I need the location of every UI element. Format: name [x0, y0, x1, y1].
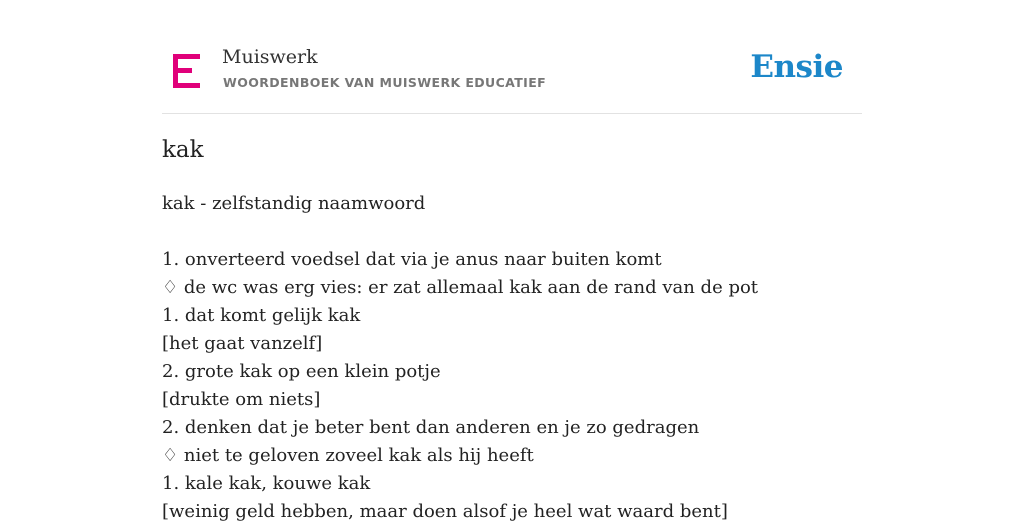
definition-line: 1. kale kak, kouwe kak: [162, 473, 371, 494]
entry-definition: [162, 190, 758, 526]
definition-line: 1. onverteerd voedsel dat via je anus naar buiten komt: [162, 249, 662, 270]
definition-line: ♢ niet te geloven zoveel kak als hij heeft: [162, 445, 534, 466]
definition-line: [drukte om niets]: [162, 389, 321, 410]
definition-line: [162, 218, 758, 246]
muiswerk-logo-icon[interactable]: [173, 54, 200, 88]
definition-line: 2. denken dat je beter bent dan anderen en je zo gedragen: [162, 417, 700, 438]
site-header: [162, 40, 862, 114]
definition-line: kak - zelfstandig naamwoord: [162, 193, 426, 214]
entry-title: kak: [162, 137, 204, 163]
definition-line: ♢ de wc was erg vies: er zat allemaal kak aan de rand van de pot: [162, 277, 759, 298]
brand-name[interactable]: Muiswerk: [222, 46, 318, 68]
definition-line: [weinig geld hebben, maar doen alsof je heel wat waard bent]: [162, 501, 728, 522]
definition-line: 1. dat komt gelijk kak: [162, 305, 361, 326]
ensie-link[interactable]: Ensie: [750, 49, 843, 85]
definition-line: [het gaat vanzelf]: [162, 333, 323, 354]
brand-subtitle: WOORDENBOEK VAN MUISWERK EDUCATIEF: [223, 75, 547, 90]
definition-line: 2. grote kak op een klein potje: [162, 361, 441, 382]
